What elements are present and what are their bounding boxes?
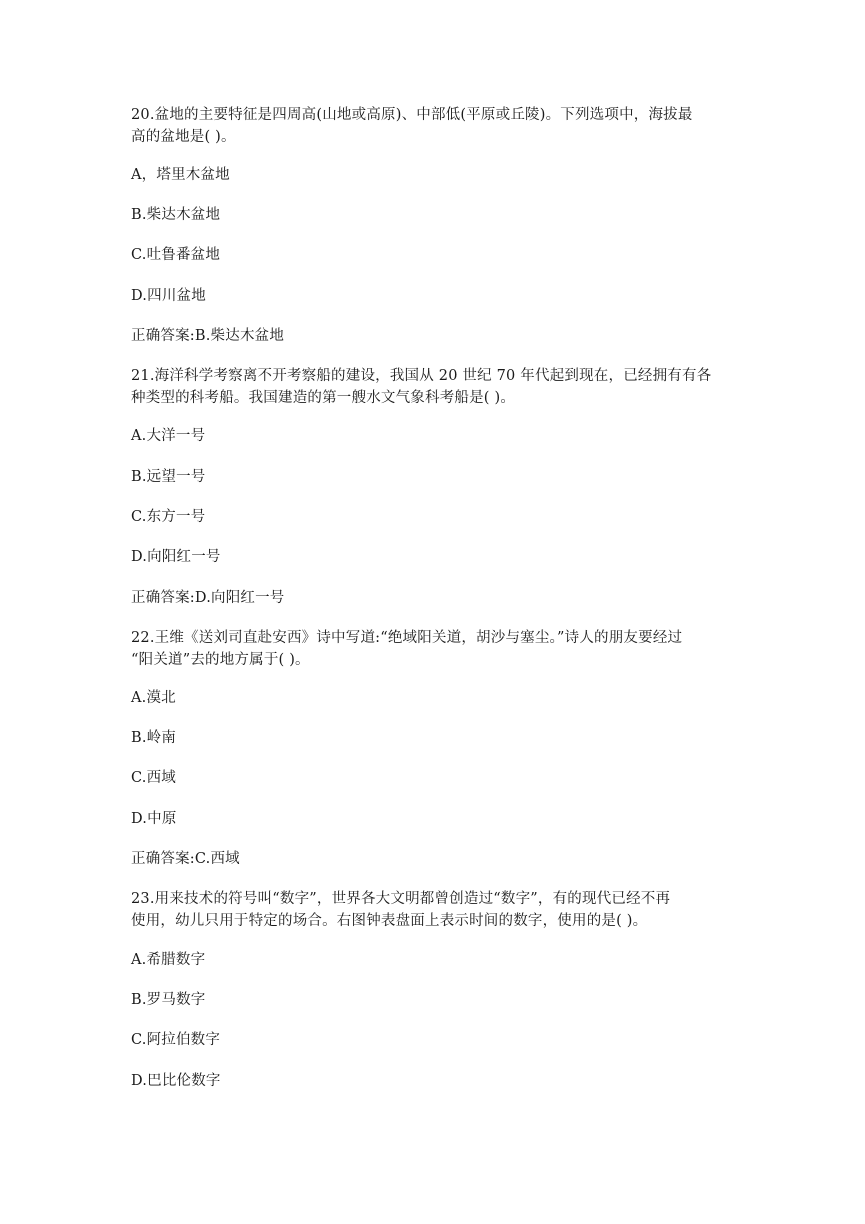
question-22-stem: [131, 627, 741, 671]
question-20-option-a: A，塔里木盆地: [131, 167, 230, 183]
question-20-option-c: C.吐鲁番盆地: [131, 247, 221, 263]
question-20-stem: [131, 104, 741, 148]
question-21-stem-line-2: 种类型的科考船。我国建造的第一艘水文气象科考船是( )。: [131, 390, 516, 406]
question-21-stem: [131, 365, 741, 409]
question-22-option-a: A.漠北: [131, 690, 176, 706]
question-22-stem-line-2: “阳关道”去的地方属于( )。: [131, 652, 310, 668]
question-20-option-b: B.柴达木盆地: [131, 207, 221, 223]
question-20-stem-line-2: 高的盆地是( )。: [131, 129, 236, 145]
question-22-option-b: B.岭南: [131, 730, 177, 746]
question-23-option-b: B.罗马数字: [131, 992, 206, 1008]
question-21-stem-line-1: 21.海洋科学考察离不开考察船的建设，我国从 20 世纪 70 年代起到现在，已经拥有有各: [131, 368, 712, 384]
question-23-option-c: C.阿拉伯数字: [131, 1032, 221, 1048]
question-22-option-d: D.中原: [131, 811, 177, 827]
question-20-option-d: D.四川盆地: [131, 288, 206, 304]
question-21-option-c: C.东方一号: [131, 509, 206, 525]
question-21-answer: 正确答案:D.向阳红一号: [131, 590, 285, 606]
question-21-option-b: B.远望一号: [131, 469, 206, 485]
question-21-option-a: A.大洋一号: [131, 428, 206, 444]
question-23-stem: [131, 888, 741, 932]
question-23-stem-line-2: 使用，幼儿只用于特定的场合。右图钟表盘面上表示时间的数字，使用的是( )。: [131, 913, 648, 929]
question-22-answer: 正确答案:C.西域: [131, 851, 240, 867]
question-22-stem-line-1: 22.王维《送刘司直赴安西》诗中写道:“绝域阳关道，胡沙与塞尘。”诗人的朋友要经过: [131, 630, 683, 646]
question-23-option-d: D.巴比伦数字: [131, 1073, 221, 1089]
question-23-stem-line-1: 23.用来技术的符号叫“数字”，世界各大文明都曾创造过“数字”，有的现代已经不再: [131, 891, 671, 907]
question-23-option-a: A.希腊数字: [131, 952, 206, 968]
question-21-option-d: D.向阳红一号: [131, 549, 221, 565]
question-20-answer: 正确答案:B.柴达木盆地: [131, 328, 285, 344]
question-20-stem-line-1: 20.盆地的主要特征是四周高(山地或高原)、中部低(平原或丘陵)。下列选项中，海拔最: [131, 107, 693, 123]
question-22-option-c: C.西域: [131, 770, 176, 786]
